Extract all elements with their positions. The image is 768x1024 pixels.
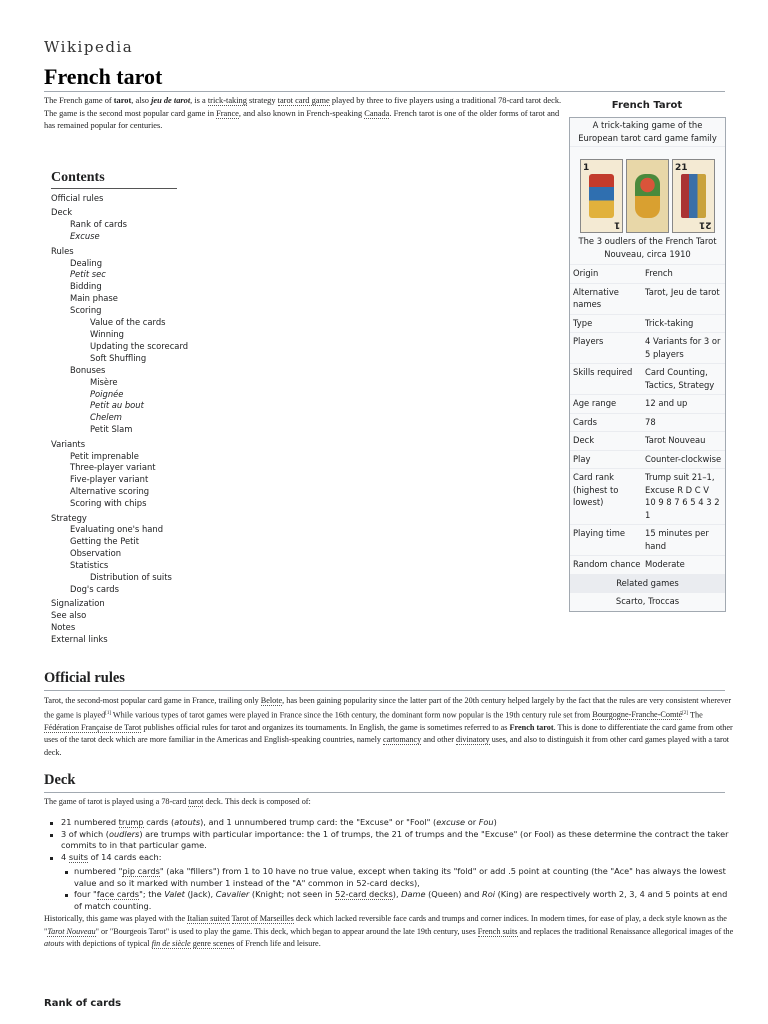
link-tarot-nouveau[interactable]: Tarot Nouveau (47, 926, 96, 936)
section-divider (44, 690, 725, 691)
toc-item[interactable]: Distribution of suits (90, 572, 172, 583)
list-item: four "face cards"; the Valet (Jack), Cavalier (Knight; not seen in 52-card decks), Dame (Queen) and Roi (King) are respectively worth 2, 3, 4 and 5 points at end of match counting. (74, 889, 734, 912)
toc-item[interactable]: Signalization (51, 598, 105, 609)
official-rules-paragraph: Tarot, the second-most popular card game in France, trailing only Belote, has been gaining popularity since the latter part of the 20th century helped largely by the fact that the rules are very consistent wherever the game is played[1] While various types of tarot games were played in France since the 16th century, the dominant form now popular is the 19th century rule set from Bourgogne-Franche-Comté[2] The Fédération Française de Tarot publishes official rules for tarot and organizes its tournaments. In English, the game is sometimes referred to as French tarot. This is done to differentiate the card game from other uses of the tarot deck which are more familiar in the Americas and English-speaking countries, namely cartomancy and other divinatory uses, and also to distinguish it from other card games played with a tarot deck. (44, 696, 733, 757)
toc-item[interactable]: Scoring with chips (70, 498, 147, 509)
toc-item[interactable]: Chelem (90, 412, 122, 423)
link-france[interactable]: France (216, 108, 239, 118)
toc-item[interactable]: Five-player variant (70, 474, 149, 485)
toc-item[interactable]: Rank of cards (70, 219, 128, 230)
list-item: 4 suits of 14 cards each: (61, 852, 733, 864)
toc-item[interactable]: Alternative scoring (70, 486, 150, 497)
toc-item[interactable]: Excuse (70, 231, 100, 242)
toc-item[interactable]: Scoring (70, 305, 102, 316)
infobox-row-skills: Skills required Card Counting, Tactics, Strategy (570, 363, 725, 394)
toc-item[interactable]: Notes (51, 622, 76, 633)
subsection-heading-rank-of-cards: Rank of cards (44, 998, 122, 1009)
toc-item[interactable]: Petit Slam (90, 424, 133, 435)
toc-item[interactable]: Statistics (70, 560, 109, 571)
toc-item[interactable]: Evaluating one's hand (70, 524, 164, 535)
list-item: numbered "pip cards" (aka "fillers") from 1 to 10 have no true value, except when taking its "fold" or add .5 point at counting (the "Ace" has always the lowest value and so it marked with number 1 instead of the "A" common in 52-card decks), (74, 866, 734, 889)
toc-item[interactable]: Poignée (90, 388, 124, 399)
infobox-related-header: Related games (570, 574, 725, 593)
link-tarot[interactable]: tarot (188, 797, 204, 806)
link-tarot-card-game[interactable]: tarot card game (277, 96, 330, 105)
list-item: 3 of which (oudlers) are trumps with particular importance: the 1 of trumps, the 21 of trumps and the "Excuse" (or Fool) as these determine the contract the taker commits to in that particular game. (61, 829, 733, 852)
card-image-trump-21: 21 21 (672, 159, 715, 233)
toc-item[interactable]: Bonuses (70, 364, 106, 375)
toc-item[interactable]: See also (51, 610, 87, 621)
infobox-row-play: Play Counter-clockwise (570, 450, 725, 469)
link-trick-taking[interactable]: trick-taking (207, 96, 247, 105)
link-bourgogne[interactable]: Bourgogne-Franche-Comté (592, 710, 683, 720)
infobox-row-age: Age range 12 and up (570, 394, 725, 413)
toc-item[interactable]: Main phase (70, 293, 118, 304)
link-italian-suited[interactable]: Italian suited (187, 914, 230, 923)
toc-item[interactable]: Soft Shuffling (90, 352, 147, 363)
toc-item[interactable]: Petit imprenable (70, 450, 139, 461)
infobox-row-deck: Deck Tarot Nouveau (570, 431, 725, 450)
section-divider (44, 792, 725, 793)
link-genre-scenes[interactable]: genre scenes (192, 939, 235, 948)
link-belote[interactable]: Belote (260, 696, 283, 705)
link-cartomancy[interactable]: cartomancy (383, 735, 422, 745)
toc-item[interactable]: Official rules (51, 193, 104, 203)
card-image-excuse (626, 159, 669, 233)
infobox-image-caption: The 3 oudlers of the French Tarot Nouveau, circa 1910 (578, 236, 717, 259)
link-tarot-of-marseilles[interactable]: Tarot of Marseilles (231, 914, 294, 923)
link-52-card-decks[interactable]: 52-card decks (335, 889, 393, 899)
toc-divider (51, 188, 177, 189)
toc-item[interactable]: Winning (90, 328, 124, 339)
toc-item[interactable]: Deck (51, 207, 73, 218)
link-fft[interactable]: Fédération Française de Tarot (44, 722, 142, 732)
infobox-row-cards: Cards 78 (570, 413, 725, 432)
infobox-subtitle: A trick-taking game of the European tarot card game family (570, 118, 725, 147)
toc-item[interactable]: Observation (70, 548, 121, 559)
toc-item[interactable]: Rules (51, 245, 74, 256)
page-title: French tarot (44, 64, 163, 89)
infobox-row-playing-time: Playing time 15 minutes per hand (570, 524, 725, 555)
toc-item[interactable]: Dog's cards (70, 584, 119, 594)
section-heading-deck: Deck (44, 772, 76, 788)
deck-intro: The game of tarot is played using a 78-card tarot deck. This deck is composed of: (44, 797, 311, 806)
toc-item[interactable]: Petit sec (70, 269, 106, 280)
reference-2[interactable]: [2] (682, 710, 689, 716)
toc-item[interactable]: Getting the Petit (70, 536, 140, 547)
toc-item[interactable]: Variants (51, 438, 86, 449)
toc-item[interactable]: Value of the cards (90, 317, 166, 328)
infobox-caption: French Tarot (611, 100, 683, 111)
lead-paragraph: The French game of tarot, also jeu de tarot, is a trick-taking strategy tarot card game played by three to five players using a traditional 78-card tarot deck. The game is the second most popular card game in France, and also known in French-speaking Canada. French tarot is one of the older forms of tarot and has remained popular for centuries. (44, 96, 562, 130)
link-pip-cards[interactable]: pip cards (122, 866, 160, 876)
toc-item[interactable]: Bidding (70, 281, 102, 292)
link-face-cards[interactable]: face cards (96, 889, 140, 899)
deck-history-paragraph: Historically, this game was played with the Italian suited Tarot of Marseilles deck which lacked reversible face cards and trumps and corner indices. In modern times, for ease of play, a deck style known as the "Tarot Nouveau" or "Bourgeois Tarot" is used to play the game. This deck, which began to appear around the late 19th century, uses French suits and replaces the traditional Renaissance allegorical images of the atouts with depictions of typical fin de siècle genre scenes of French life and leisure. (44, 914, 734, 948)
infobox-row-type: Type Trick-taking (570, 314, 725, 333)
infobox (569, 117, 726, 612)
list-item: 21 numbered trump cards (atouts), and 1 unnumbered trump card: the "Excuse" or "Fool" (excuse or Fou) (61, 817, 733, 829)
infobox-related-games[interactable]: Scarto, Troccas (570, 592, 725, 611)
infobox-row-alt-names: Alternative names Tarot, Jeu de tarot (570, 283, 725, 314)
infobox-row-players: Players 4 Variants for 3 or 5 players (570, 332, 725, 363)
toc-item[interactable]: Dealing (70, 257, 103, 268)
link-divinatory[interactable]: divinatory (455, 735, 490, 745)
section-heading-official-rules: Official rules (44, 670, 125, 686)
link-trump[interactable]: trump (118, 817, 144, 827)
toc-item[interactable]: Petit au bout (90, 400, 144, 411)
table-of-contents (51, 193, 188, 646)
infobox-row-random-chance: Random chance Moderate (570, 555, 725, 574)
link-fin-de-siecle[interactable]: fin de siècle (151, 939, 191, 948)
link-suits[interactable]: suits (68, 851, 89, 862)
link-canada[interactable]: Canada (364, 108, 390, 118)
toc-item[interactable]: Updating the scorecard (90, 340, 189, 351)
infobox-row-card-rank: Card rank (highest to lowest) Trump suit 21–1, Excuse R D C V 10 9 8 7 6 5 4 3 2 1 (570, 468, 725, 524)
card-image-trump-1: 1 1 (580, 159, 623, 233)
wikipedia-logo[interactable]: Wikipedia (44, 38, 134, 56)
toc-item[interactable]: Three-player variant (70, 462, 156, 473)
deck-list (61, 817, 733, 863)
title-divider (44, 91, 725, 92)
toc-item[interactable]: Strategy (51, 512, 87, 523)
infobox-image[interactable] (570, 147, 725, 235)
toc-item[interactable]: External links (51, 634, 108, 645)
suit-sublist (74, 866, 734, 912)
toc-title: Contents (51, 170, 105, 185)
infobox-row-origin: Origin French (570, 264, 725, 283)
toc-item[interactable]: Misère (90, 376, 118, 387)
link-french-suits[interactable]: French suits (477, 926, 518, 936)
reference-1[interactable]: [1] (105, 710, 112, 716)
